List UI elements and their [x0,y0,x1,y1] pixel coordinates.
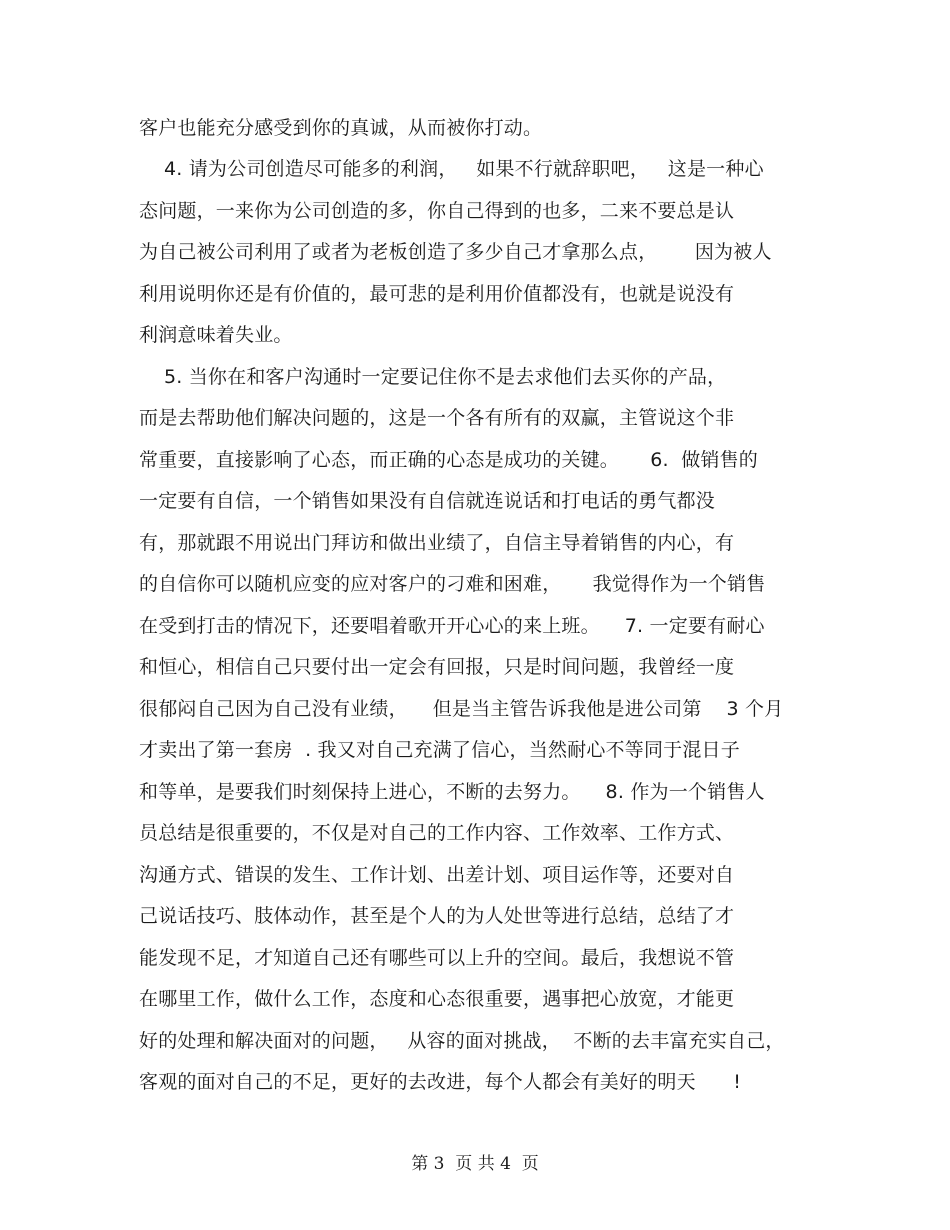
text-line: 客户也能充分感受到你的真诚，从而被你打动。 [139,117,543,139]
text-line: 在哪里工作，做什么工作，态度和心态很重要，遇事把心放宽，才能更 [139,988,735,1010]
text-line: 很郁闷自己因为自己没有业绩， 但是当主管告诉我他是进公司第 3 个月 [139,698,784,720]
text-line: 己说话技巧、肢体动作，甚至是个人的为人处世等进行总结，总结了才 [139,905,735,927]
text-line: 为自己被公司利用了或者为老板创造了多少自己才拿那么点， 因为被人 [139,241,772,263]
text-line: 一定要有自信，一个销售如果没有自信就连说话和打电话的勇气都没 [139,490,716,512]
text-line: 4. 请为公司创造尽可能多的利润， 如果不行就辞职吧， 这是一种心 [139,158,764,180]
text-line: 客观的面对自己的不足，更好的去改进，每个人都会有美好的明天 ! [139,1071,742,1093]
text-line: 好的处理和解决面对的问题， 从容的面对挑战， 不断的去丰富充实自己， [139,1030,785,1052]
text-line: 和恒心，相信自己只要付出一定会有回报，只是时间问题，我曾经一度 [139,656,735,678]
text-line: 常重要，直接影响了心态，而正确的心态是成功的关键。 6. 做销售的 [139,449,759,471]
text-line: 态问题，一来你为公司创造的多，你自己得到的也多，二来不要总是认 [139,200,735,222]
text-line: 而是去帮助他们解决问题的，这是一个各有所有的双赢，主管说这个非 [139,407,735,429]
text-line: 员总结是很重要的，不仅是对自己的工作内容、工作效率、工作方式、 [139,822,735,844]
text-line: 的自信你可以随机应变的应对客户的刁难和困难， 我觉得作为一个销售 [139,573,766,595]
text-line: 才卖出了第一套房 . 我又对自己充满了信心，当然耐心不等同于混日子 [139,739,740,761]
text-line: 在受到打击的情况下，还要唱着歌开开心心的来上班。 7. 一定要有耐心 [139,615,765,637]
text-line: 和等单，是要我们时刻保持上进心，不断的去努力。 8. 作为一个销售人 [139,781,765,803]
page-number-footer: 第 3 页 共 4 页 [411,1154,539,1174]
text-line: 沟通方式、错误的发生、工作计划、出差计划、项目运作等，还要对自 [139,864,735,886]
text-line: 有，那就跟不用说出门拜访和做出业绩了，自信主导着销售的内心，有 [139,532,735,554]
text-line: 利润意味着失业。 [139,324,293,346]
text-line: 能发现不足，才知道自己还有哪些可以上升的空间。最后，我想说不管 [139,947,735,969]
text-line: 利用说明你还是有价值的，最可悲的是利用价值都没有，也就是说没有 [139,283,735,305]
text-line: 5. 当你在和客户沟通时一定要记住你不是去求他们去买你的产品， [139,366,727,388]
